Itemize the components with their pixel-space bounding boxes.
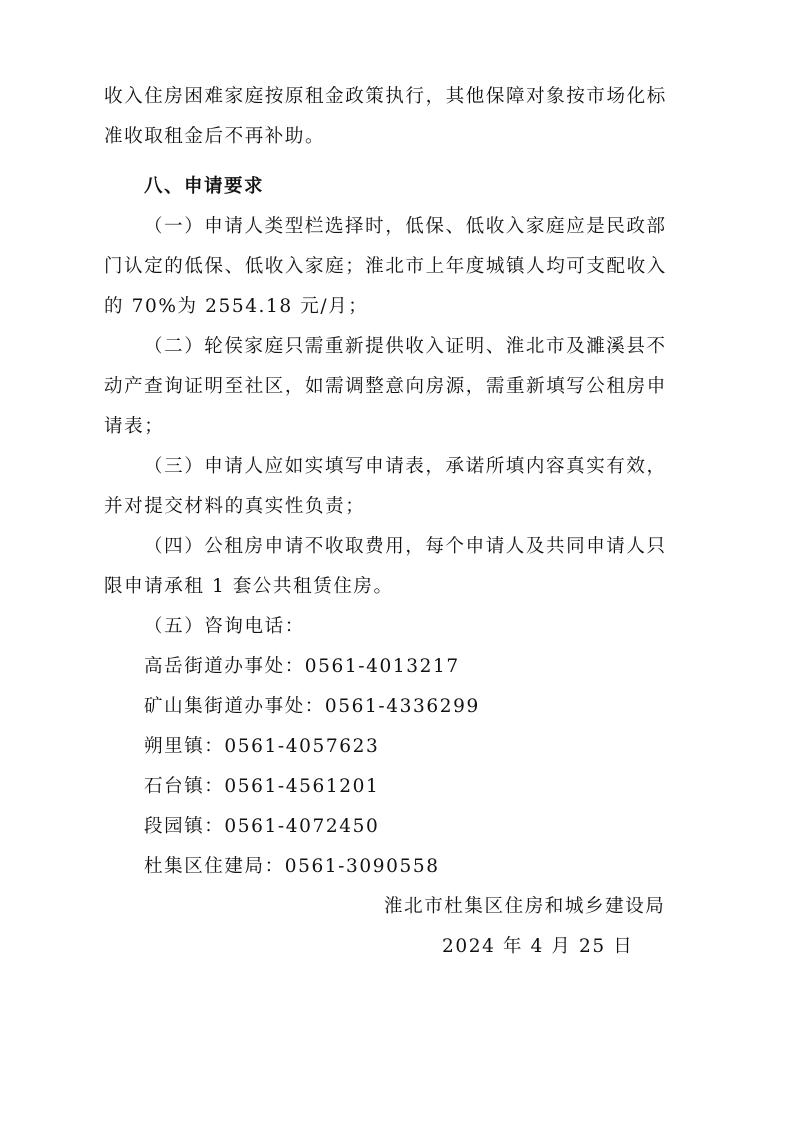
item-3-line-1: （三）申请人应如实填写申请表，承诺所填内容真实有效， bbox=[144, 456, 667, 477]
item-2-line-2: 动产查询证明至社区，如需调整意向房源，需重新填写公租房申 bbox=[104, 376, 667, 397]
contact-gaoyue: 高岳街道办事处：0561-4013217 bbox=[144, 656, 460, 677]
item-4-line-2: 限申请承租 1 套公共租赁住房。 bbox=[104, 576, 394, 597]
contact-shuoli: 朔里镇：0561-4057623 bbox=[144, 736, 380, 757]
contact-shitai: 石台镇：0561-4561201 bbox=[144, 776, 380, 797]
section-heading: 八、申请要求 bbox=[144, 176, 265, 197]
item-2-line-3: 请表； bbox=[104, 416, 165, 437]
contact-duanyuan: 段园镇：0561-4072450 bbox=[144, 816, 380, 837]
paragraph-line-2: 准收取租金后不再补助。 bbox=[104, 126, 326, 147]
item-3-line-2: 并对提交材料的真实性负责； bbox=[104, 496, 366, 517]
item-4-line-1: （四）公租房申请不收取费用，每个申请人及共同申请人只 bbox=[144, 536, 667, 557]
item-1-line-3: 的 70%为 2554.18 元/月； bbox=[104, 296, 369, 317]
paragraph-line-1: 收入住房困难家庭按原租金政策执行，其他保障对象按市场化标 bbox=[104, 86, 667, 107]
contact-kuangshanji: 矿山集街道办事处：0561-4336299 bbox=[144, 696, 480, 717]
item-1-line-1: （一）申请人类型栏选择时，低保、低收入家庭应是民政部 bbox=[144, 216, 667, 237]
item-2-line-1: （二）轮侯家庭只需重新提供收入证明、淮北市及濉溪县不 bbox=[144, 336, 667, 357]
item-1-line-2: 门认定的低保、低收入家庭；淮北市上年度城镇人均可支配收入 bbox=[104, 256, 667, 277]
item-5-heading: （五）咨询电话： bbox=[144, 616, 305, 637]
contact-duji-housing-bureau: 杜集区住建局：0561-3090558 bbox=[144, 856, 440, 877]
signature-organization: 淮北市杜集区住房和城乡建设局 bbox=[384, 896, 666, 917]
signature-date: 2024 年 4 月 25 日 bbox=[442, 936, 634, 957]
